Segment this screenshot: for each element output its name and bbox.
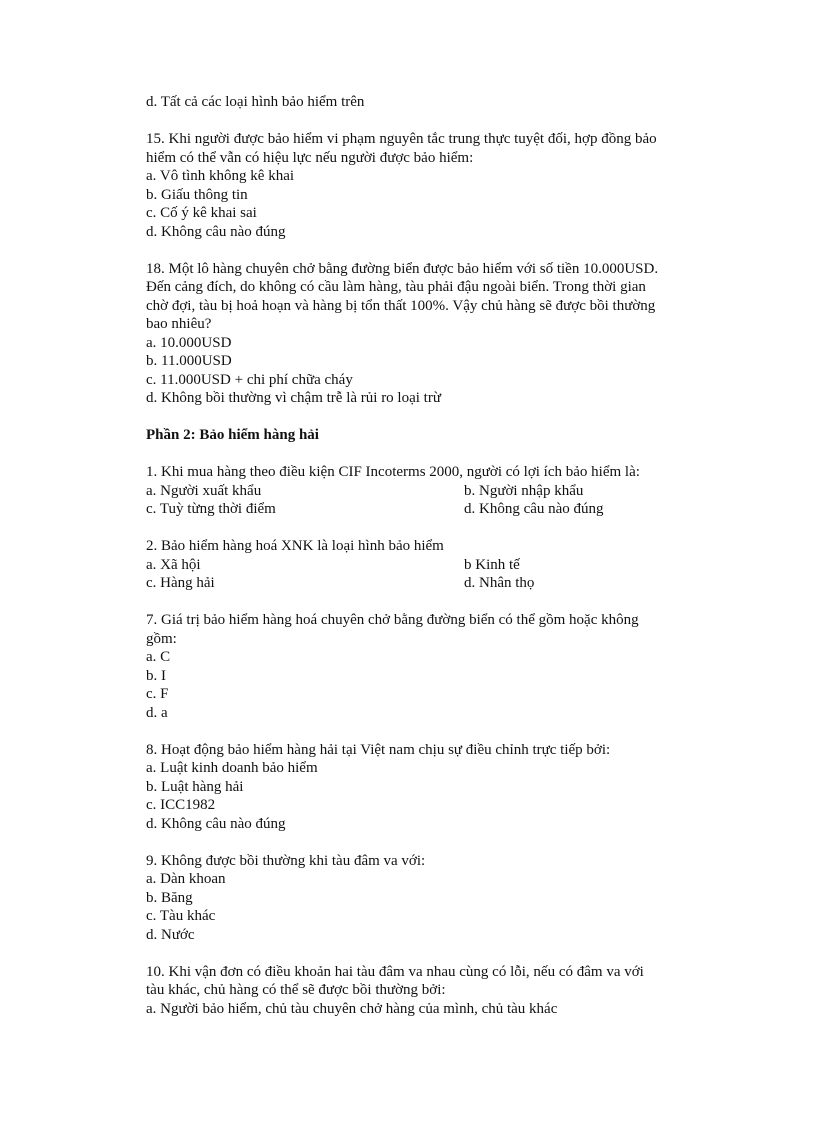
answer-option: c. ICC1982 [146, 797, 216, 813]
answer-option: d. Không câu nào đúng [146, 815, 286, 832]
answer-option: c. Tàu khác [146, 908, 216, 924]
question-1 [146, 463, 671, 519]
answer-option-row [146, 556, 671, 575]
answer-option: c. F [146, 686, 169, 702]
answer-option: a. Xã hội [146, 556, 201, 573]
question-stem-line: hiểm có thể vẫn có hiệu lực nếu người được bảo hiểm: [146, 149, 474, 166]
answer-option: c. Tuỳ từng thời điểm [146, 501, 276, 517]
question-8 [146, 741, 671, 834]
question-10 [146, 963, 671, 1019]
answer-option: c. Cố ý kê khai sai [146, 205, 257, 221]
answer-option: d. Không câu nào đúng [146, 223, 286, 240]
answer-option: d. a [146, 704, 168, 721]
answer-option: d. Nhân thọ [464, 575, 535, 591]
question-18 [146, 260, 671, 408]
answer-option: d. Không bồi thường vì chậm trễ là rủi ro loại trừ [146, 390, 441, 406]
question-stem-line: gồm: [146, 630, 177, 647]
question-9 [146, 852, 671, 945]
answer-option: d. Nước [146, 926, 195, 943]
answer-option: b. Người nhập khẩu [464, 482, 584, 499]
answer-option: d. Không câu nào đúng [464, 501, 604, 517]
question-stem-line: 2. Bảo hiểm hàng hoá XNK là loại hình bảo hiểm [146, 538, 444, 554]
answer-option: b. Giấu thông tin [146, 186, 248, 203]
question-stem-line: chờ đợi, tàu bị hoả hoạn và hàng bị tổn thất 100%. Vậy chủ hàng sẽ được bồi thường [146, 297, 656, 314]
answer-option: a. Dàn khoan [146, 871, 226, 887]
answer-option: a. 10.000USD [146, 334, 232, 351]
question-stem-line: 7. Giá trị bảo hiểm hàng hoá chuyên chở bằng đường biển có thể gồm hoặc không [146, 612, 639, 628]
question-7 [146, 611, 671, 722]
question-stem-line: bao nhiêu? [146, 316, 212, 332]
answer-option: b. 11.000USD [146, 353, 232, 369]
answer-option-row [146, 482, 671, 501]
question-stem-line: 8. Hoạt động bảo hiểm hàng hải tại Việt nam chịu sự điều chỉnh trực tiếp bởi: [146, 741, 611, 758]
question-stem-line: 10. Khi vận đơn có điều khoản hai tàu đâm va nhau cùng có lỗi, nếu có đâm va với [146, 963, 644, 980]
question-15 [146, 130, 671, 241]
section-heading: Phần 2: Bảo hiểm hàng hải [146, 427, 319, 443]
answer-option: b. Luật hàng hải [146, 778, 244, 795]
document-page [146, 93, 671, 1018]
answer-option: b. Băng [146, 889, 193, 906]
answer-option: a. Luật kinh doanh bảo hiểm [146, 760, 318, 776]
answer-option: a. Người xuất khẩu [146, 482, 262, 499]
question-stem-line: 9. Không được bồi thường khi tàu đâm va với: [146, 852, 426, 869]
question-2 [146, 537, 671, 593]
answer-option-row [146, 574, 671, 593]
answer-option-row [146, 500, 671, 519]
question-stem-line: 1. Khi mua hàng theo điều kiện CIF Incoterms 2000, người có lợi ích bảo hiểm là: [146, 464, 640, 480]
answer-option: c. Hàng hải [146, 575, 215, 591]
question-stem-line: Đến cảng đích, do không có cầu làm hàng, tàu phải đậu ngoài biển. Trong thời gian [146, 279, 646, 295]
question-stem-line: tàu khác, chủ hàng có thể sẽ được bồi thường bởi: [146, 982, 446, 998]
answer-option: b Kinh tế [464, 556, 520, 573]
answer-option: c. 11.000USD + chi phí chữa cháy [146, 371, 353, 388]
question-stem-line: 15. Khi người được bảo hiểm vi phạm nguyên tắc trung thực tuyệt đối, hợp đồng bảo [146, 131, 657, 147]
question-stem-line: 18. Một lô hàng chuyên chở bằng đường biển được bảo hiểm với số tiền 10.000USD. [146, 260, 659, 277]
answer-option: a. C [146, 649, 171, 665]
answer-option: b. I [146, 667, 166, 684]
answer-option: a. Vô tình không kê khai [146, 168, 295, 184]
option-d-previous: d. Tất cả các loại hình bảo hiểm trên [146, 94, 365, 110]
answer-option: a. Người bảo hiểm, chủ tàu chuyên chở hàng của mình, chủ tàu khác [146, 1000, 558, 1017]
